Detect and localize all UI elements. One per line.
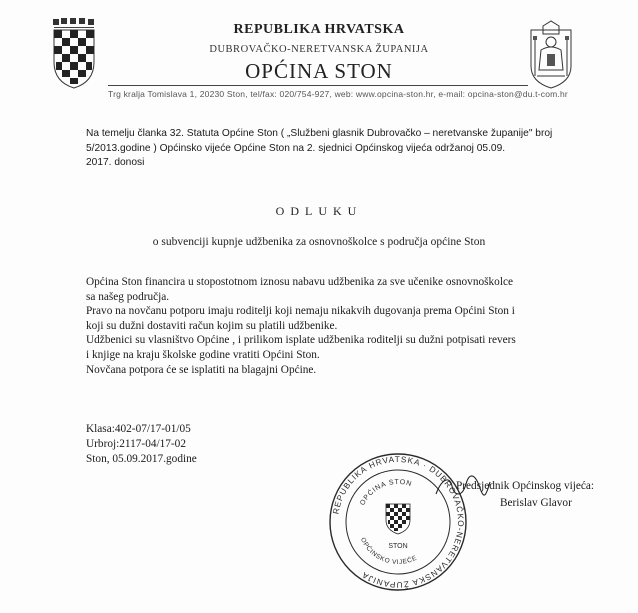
header-address: Trg kralja Tomislava 1, 20230 Ston, tel/fax: 020/754-927, web: www.opcina-ston.hr, e-mail: opcina-ston@du.t-com.hr (108, 89, 568, 99)
document-references (86, 422, 197, 467)
klasa-number: Klasa:402-07/17-01/05 (86, 423, 191, 435)
stamp-shield-icon (386, 504, 410, 534)
stamp-outer-text: REPUBLIKA HRVATSKA · DUBROVAČKO-NERETVANSKA ŽUPANIJA (331, 454, 466, 590)
body-line: i knjige na kraju školske godine vratiti Općini Ston. (86, 348, 320, 361)
stamp-center-text: STON (388, 543, 408, 550)
decision-body (86, 275, 566, 377)
signatory-name: Berislav Glavor (500, 497, 572, 509)
municipality-heading: OPĆINA STON (245, 59, 393, 83)
body-line: sa našeg područja. (86, 290, 170, 303)
preamble-line: 5/2013.godine ) Općinsko vijeće Općine Ston na 2. sjednici Općinskog vijeća održanoj 05.09. (86, 142, 506, 154)
svg-text:OPĆINA STON (359, 479, 413, 507)
body-line: Novčana potpora će se isplatiti na blagajni Općine. (86, 363, 317, 376)
body-line: Pravo na novčanu potporu imaju roditelji koji nemaju nikakvih dugovanja prema Općini Ston i (86, 305, 515, 318)
document-subtitle: o subvenciji kupnje udžbenika za osnovnoškolce s područja općine Ston (152, 236, 486, 248)
header-divider (108, 85, 528, 86)
stamp-inner-top-text: OPĆINA STON (359, 478, 413, 507)
place-and-date: Ston, 05.09.2017.godine (86, 453, 197, 465)
body-line: Udžbenici su vlasništvo Općine , i prilikom isplate udžbenika roditelji su dužni potpisati revers (86, 334, 516, 347)
document-title: ODLUKU (275, 204, 363, 218)
preamble-line: 2017. donosi (86, 157, 145, 168)
body-line: koji su dužni dostaviti račun kojim su platili udžbenike. (86, 319, 338, 332)
preamble (86, 127, 556, 171)
body-line: Općina Ston financira u stopostotnom iznosu nabavu udžbenika za sve učenike osnovnoškolce (86, 276, 513, 288)
stamp-inner-bottom-text: OPĆINSKO VIJEĆE (358, 536, 419, 567)
urbroj-number: Urbroj:2117-04/17-02 (86, 438, 186, 450)
signatory-title: Predsjednik Općinskog vijeća: (456, 480, 595, 492)
preamble-line: Na temelju članka 32. Statuta Općine Ston ( „Službeni glasnik Dubrovačko – neretvanske županije" broj (86, 128, 553, 139)
country-heading: REPUBLIKA HRVATSKA (233, 22, 405, 37)
svg-text:OPĆINSKO VIJEĆE (359, 537, 418, 566)
county-heading: DUBROVAČKO-NERETVANSKA ŽUPANIJA (209, 44, 429, 55)
